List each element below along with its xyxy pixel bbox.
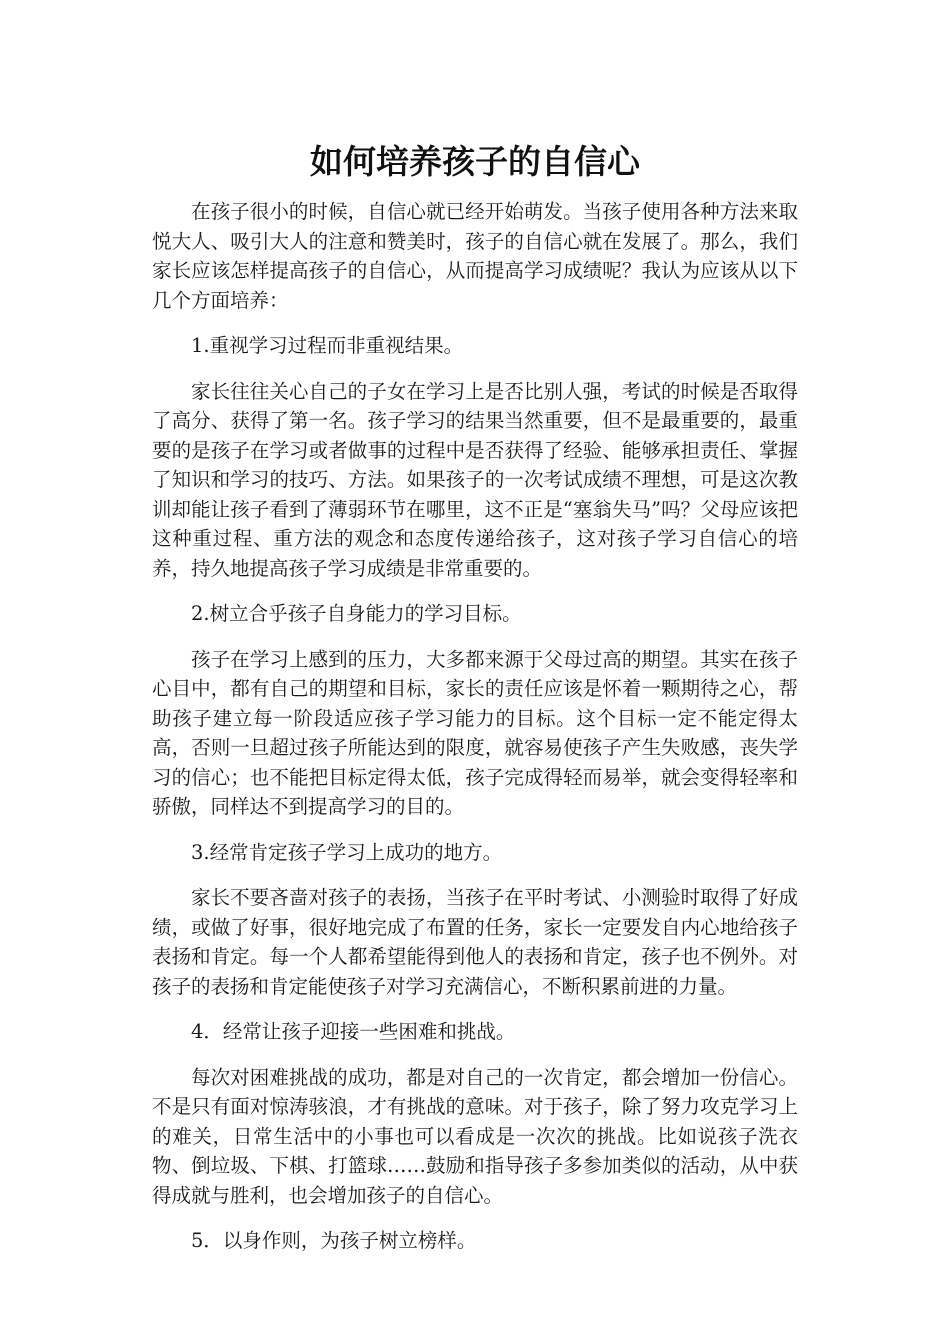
intro-paragraph: 在孩子很小的时候，自信心就已经开始萌发。当孩子使用各种方法来取悦大人、吸引大人的注意和赞美时，孩子的自信心就在发展了。那么，我们家长应该怎样提高孩子的自信心，从而提高学习成绩呢？我认为应该从以下几个方面培养： — [152, 200, 798, 312]
document-body — [152, 197, 798, 1272]
section-heading-2: 2.树立合乎孩子自身能力的学习目标。 — [191, 602, 522, 625]
section-heading-5: 5．以身作则，为孩子树立榜样。 — [191, 1229, 477, 1252]
section-heading-3: 3.经常肯定孩子学习上成功的地方。 — [191, 840, 503, 864]
section-paragraph-3: 家长不要吝啬对孩子的表扬，当孩子在平时考试、小测验时取得了好成绩，或做了好事，很好地完成了布置的任务，家长一定要发自内心地给孩子表扬和肯定。每一个人都希望能得到他人的表扬和肯定，孩子也不例外。对孩子的表扬和肯定能使孩子对学习充满信心，不断积累前进的力量。 — [152, 886, 798, 998]
section-heading-1: 1.重视学习过程而非重视结果。 — [191, 334, 464, 357]
section-paragraph-1: 家长往往关心自己的子女在学习上是否比别人强，考试的时候是否取得了高分、获得了第一名。孩子学习的结果当然重要，但不是最重要的，最重要的是孩子在学习或者做事的过程中是否获得了经验、能够承担责任、掌握了知识和学习的技巧、方法。如果孩子的一次考试成绩不理想，可是这次教训却能让孩子看到了薄弱环节在哪里，这不正是“塞翁失马”吗？父母应该把这种重过程、重方法的观念和态度传递给孩子，这对孩子学习自信心的培养，持久地提高孩子学习成绩是非常重要的。 — [152, 379, 798, 580]
section-paragraph-2: 孩子在学习上感到的压力，大多都来源于父母过高的期望。其实在孩子心目中，都有自己的期望和目标，家长的责任应该是怀着一颗期待之心，帮助孩子建立每一阶段适应孩子学习能力的目标。这个目标一定不能定得太高，否则一旦超过孩子所能达到的限度，就容易使孩子产生失败感，丧失学习的信心；也不能把目标定得太低，孩子完成得轻而易举，就会变得轻率和骄傲，同样达不到提高学习的目的。 — [152, 647, 798, 818]
section-paragraph-4: 每次对困难挑战的成功，都是对自己的一次肯定，都会增加一份信心。不是只有面对惊涛骇浪，才有挑战的意味。对于孩子，除了努力攻克学习上的难关，日常生活中的小事也可以看成是一次次的挑战。比如说孩子洗衣物、倒垃圾、下棋、打篮球……鼓励和指导孩子多参加类似的活动，从中获得成就与胜利，也会增加孩子的自信心。 — [152, 1065, 798, 1207]
section-heading-4: 4．经常让孩子迎接一些困难和挑战。 — [191, 1020, 516, 1043]
document-title: 如何培养孩子的自信心 — [310, 142, 640, 181]
